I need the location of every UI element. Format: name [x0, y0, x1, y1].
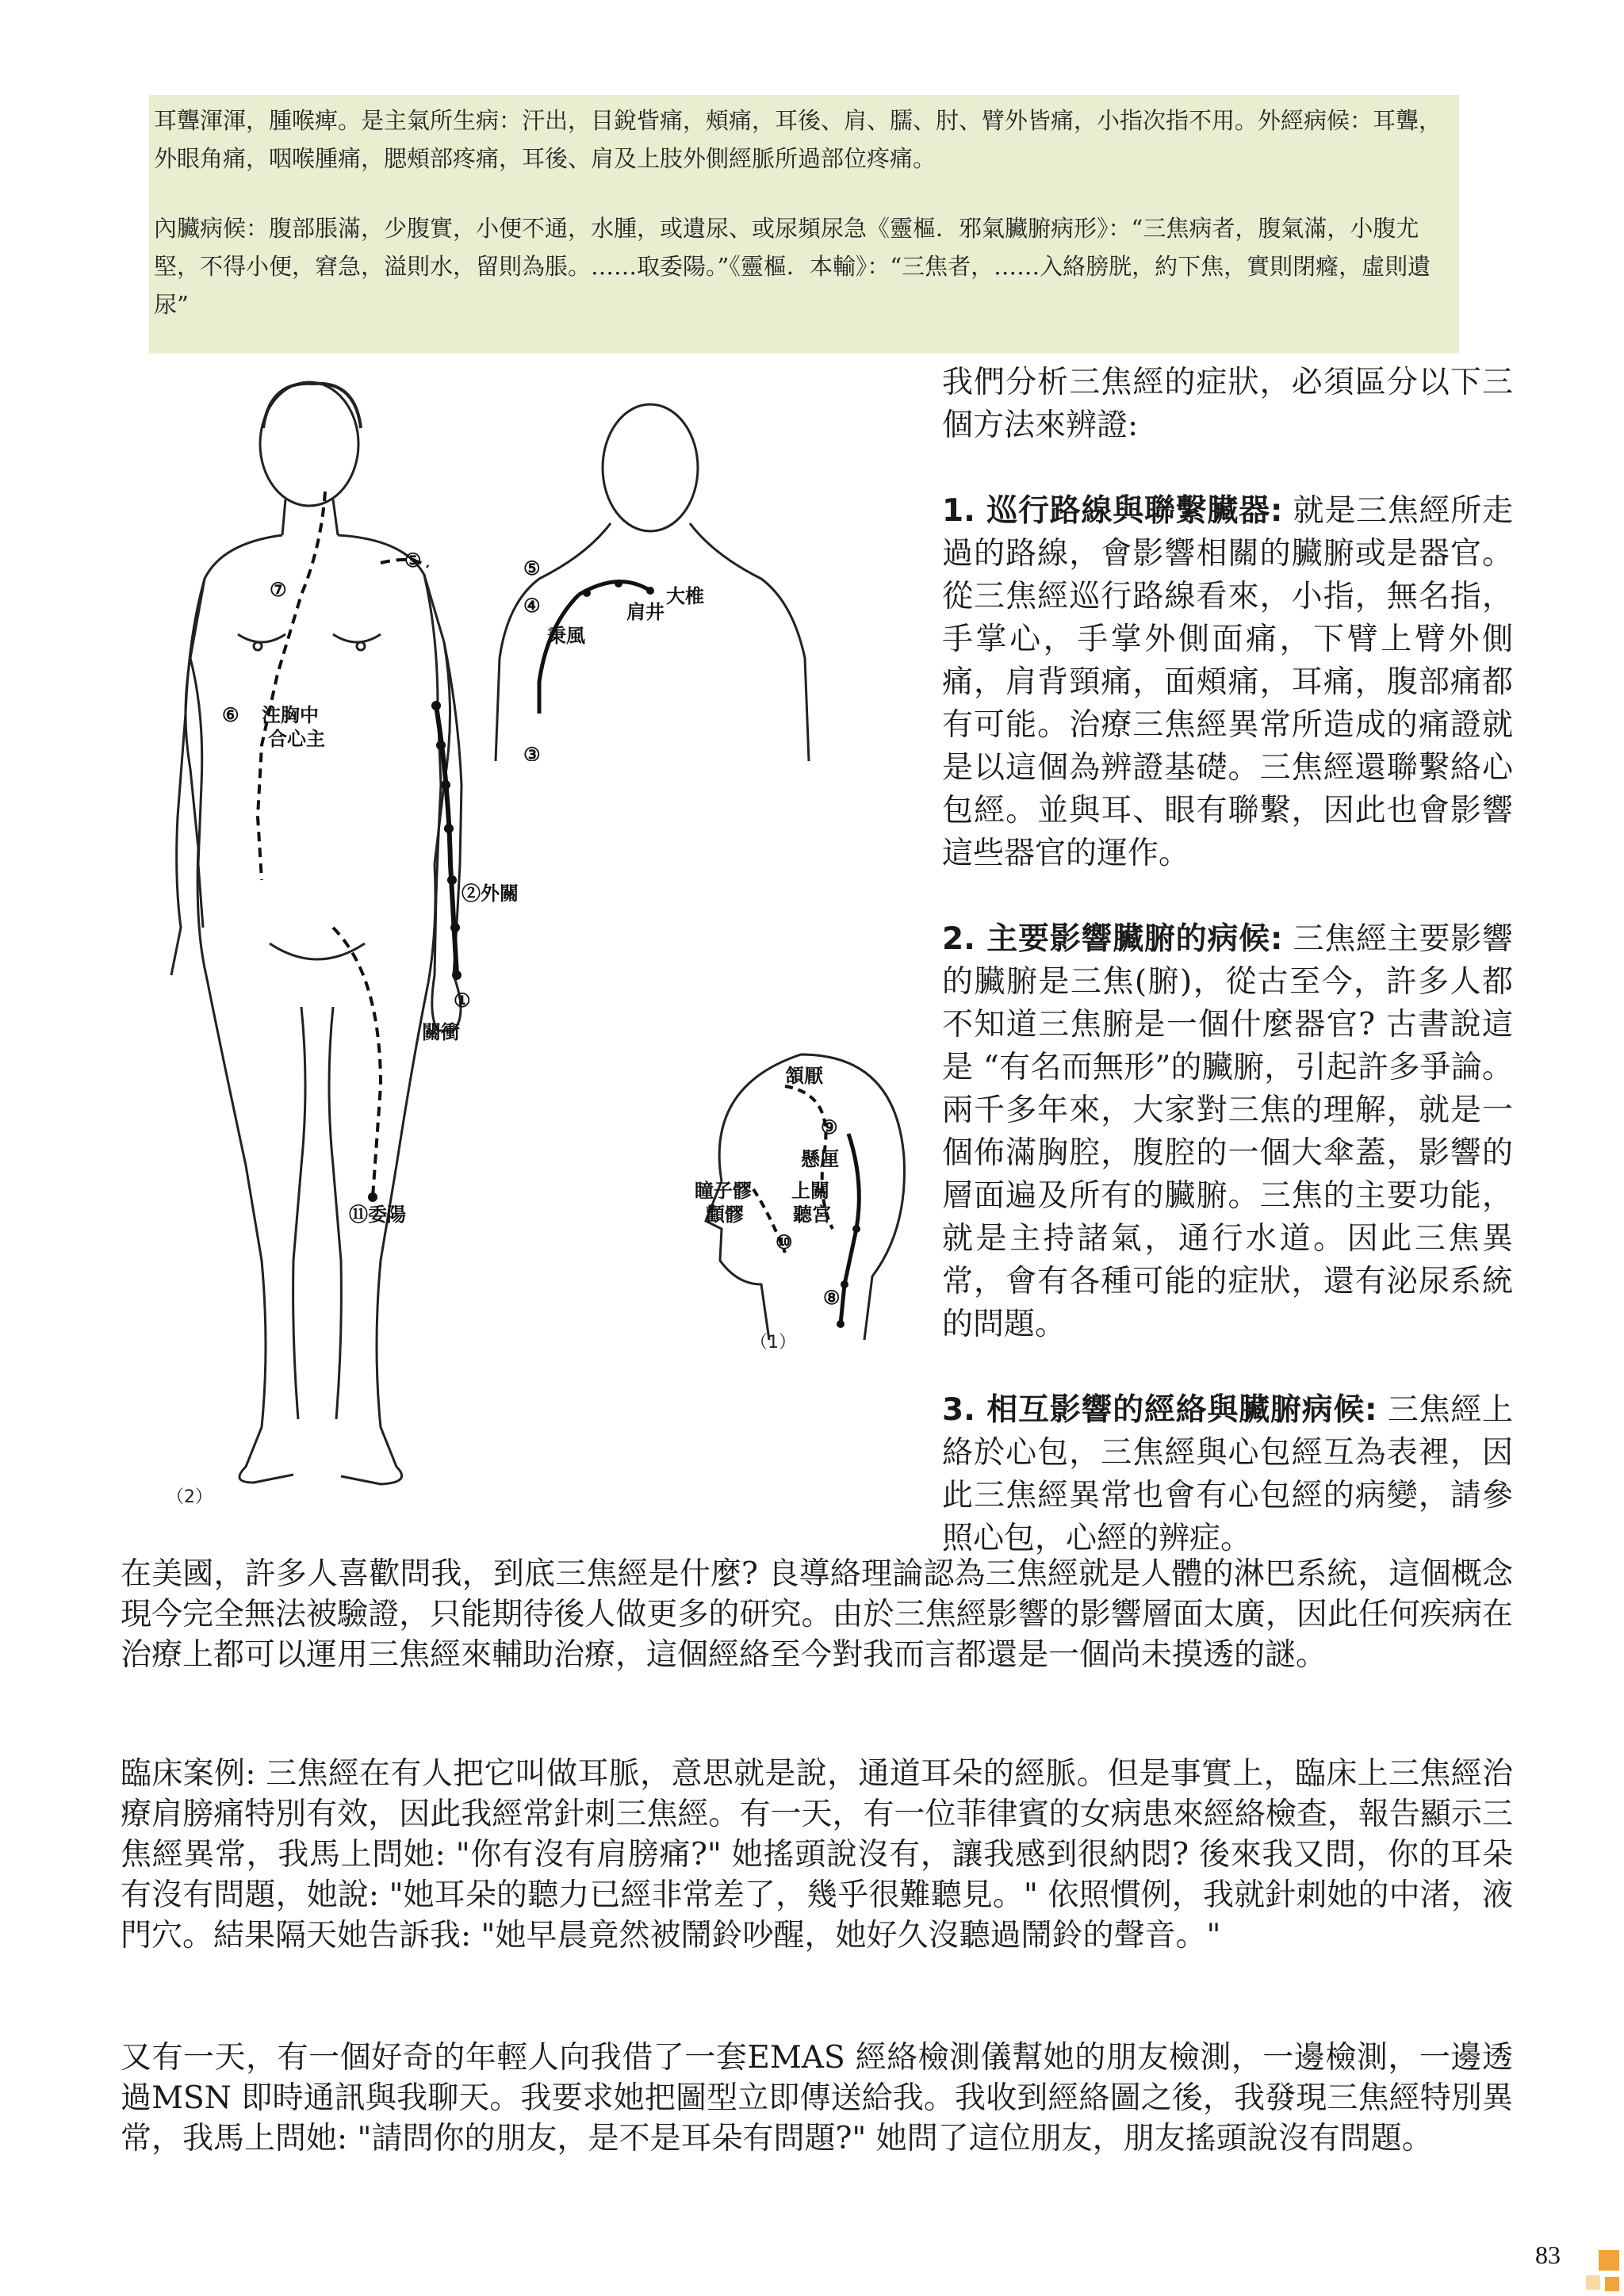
- item-3-heading: 3. 相互影響的經絡與臟腑病候:: [942, 1392, 1377, 1428]
- body-paragraph-3: 又有一天，有一個好奇的年輕人向我借了一套EMAS 經絡檢測儀幫她的朋友檢測，一邊檢測，一邊透過MSN 即時通訊與我聊天。我要求她把圖型立即傳送給我。我收到經絡圖之後，我發現三焦經特別異常，我馬上問她: "請問你的朋友，是不是耳朵有問題?" 她問了這位朋友，朋友搖頭說沒有問題。: [121, 2040, 1513, 2156]
- item-3-text: 三焦經上絡於心包，三焦經與心包經互為表裡，因此三焦經異常也會有心包經的病變，請參照心包，心經的辨症。: [942, 1392, 1513, 1556]
- item-2-text: 三焦經主要影響的臟腑是三焦(腑)，從古至今，許多人都不知道三焦腑是一個什麼器官? 古書說這是 “有名而無形”的臟腑，引起許多爭論。兩千多年來，大家對三焦的理解，就是一個佈滿胸腔，腹腔的一個大傘蓋，影響的層面遍及所有的臟腑。三焦的主要功能，就是主持諸氣，通行水道。因此三焦異常，會有各種可能的症狀，還有泌尿系統的問題。: [942, 921, 1513, 1342]
- body-paragraph-2: 臨床案例: 三焦經在有人把它叫做耳脈，意思就是說，通道耳朵的經脈。但是事實上，臨床上三焦經治療肩膀痛特別有效，因此我經常針刺三焦經。有一天，有一位菲律賓的女病患來經絡檢查，報告顯示三焦經異常，我馬上問她: "你有沒有肩膀痛?" 她搖頭說沒有，讓我感到很納悶? 後來我又問，你的耳朵有沒有問題，她說: "她耳朵的聽力已經非常差了，幾乎很難聽見。" 依照慣例，我就針刺她的中渚，液門穴。結果隔天她告訴我: "她早晨竟然被鬧鈴吵醒，她好久沒聽過鬧鈴的聲音。": [121, 1756, 1513, 1954]
- back-label-jianjing: 肩井: [626, 600, 665, 623]
- item-1-heading: 1. 巡行路線與聯繫臟器:: [942, 493, 1283, 529]
- column-item-3: [942, 1389, 1513, 1560]
- label-weiyang: ⑪委陽: [349, 1203, 406, 1226]
- head-label-n10: ⑩: [776, 1230, 793, 1253]
- head-label-shangguan: 上關: [791, 1179, 829, 1202]
- head-label-quanliao: 顴髎: [706, 1203, 744, 1226]
- item-2-heading: 2. 主要影響臟腑的病候:: [942, 921, 1283, 957]
- column-intro: 我們分析三焦經的症狀，必須區分以下三個方法來辨證:: [942, 365, 1513, 443]
- box-paragraph-1: 耳聾渾渾，腫喉痺。是主氣所生病：汗出，目銳眥痛，頰痛，耳後、肩、臑、肘、臂外皆痛，小指次指不用。外經病候：耳聾，外眼角痛，咽喉腫痛，腮頰部疼痛，耳後、肩及上肢外側經脈所過部位疼痛。: [154, 107, 1442, 172]
- figure-caption-2: （2）: [167, 1487, 213, 1507]
- label-chest-1: 注胸中: [262, 703, 319, 726]
- right-column: [942, 362, 1513, 1603]
- accent-square-small: [1586, 2275, 1600, 2290]
- label-n7: ⑦: [270, 578, 287, 601]
- highlight-box: [149, 95, 1459, 354]
- body-paragraph-1-block: [121, 1554, 1513, 1675]
- head-label-hanyan: 頷厭: [785, 1064, 823, 1087]
- body-paragraph-2-block: [121, 1754, 1513, 1956]
- label-n6: ⑥: [222, 703, 239, 726]
- label-guanchong: 關衝: [422, 1020, 460, 1043]
- head-label-n8: ⑧: [823, 1286, 841, 1309]
- back-label-n3: ③: [523, 743, 541, 761]
- head-meridian-figure: [674, 1023, 928, 1372]
- back-label-n4: ④: [523, 594, 541, 617]
- figure-caption-1: （1）: [750, 1333, 796, 1353]
- label-n1: ①: [454, 989, 471, 1012]
- body-paragraph-3-block: [121, 2038, 1513, 2159]
- column-item-1: [942, 490, 1513, 875]
- head-label-n9: ⑨: [821, 1115, 838, 1138]
- column-item-2: [942, 918, 1513, 1346]
- head-label-tinggong: 聽宮: [793, 1203, 831, 1226]
- page-number: 83: [1535, 2241, 1561, 2269]
- back-meridian-figure: [492, 396, 841, 761]
- box-paragraph-2: 內臟病候：腹部脹滿，少腹實，小便不通，水腫，或遺尿、或尿頻尿急《靈樞．邪氣臟腑病形》：“三焦病者，腹氣滿，小腹尤堅，不得小便，窘急，溢則水，留則為脹。……取委陽。”《靈樞．本輸》：“三焦者，……入絡膀胱，約下焦，實則閉癃，虛則遺尿”: [154, 215, 1431, 318]
- accent-square-large: [1599, 2250, 1619, 2271]
- back-label-dazhui: 大椎: [666, 584, 704, 607]
- item-1-text: 就是三焦經所走過的路線，會影響相關的臟腑或是器官。從三焦經巡行路線看來，小指，無名指，手掌心，手掌外側面痛，下臂上臂外側痛，肩背頸痛，面頰痛，耳痛，腹部痛都有可能。治療三焦經異常所造成的痛證就是以這個為辨證基礎。三焦經還聯繫絡心包經。並與耳、眼有聯繫，因此也會影響這些器官的運作。: [942, 493, 1513, 871]
- head-label-tongziliao: 瞳子髎: [695, 1179, 752, 1202]
- back-label-bingfeng: 秉風: [547, 624, 585, 647]
- accent-square-mid: [1605, 2277, 1619, 2291]
- label-chest-2: 合心主: [268, 727, 325, 750]
- label-waiguan: ②外關: [462, 882, 519, 905]
- head-label-xuanli: 懸厘: [801, 1147, 839, 1170]
- body-paragraph-1: 在美國，許多人喜歡問我，到底三焦經是什麼? 良導絡理論認為三焦經就是人體的淋巴系統，這個概念現今完全無法被驗證，只能期待後人做更多的研究。由於三焦經影響的影響層面太廣，因此任何疾病在治療上都可以運用三焦經來輔助治療，這個經絡至今對我而言都還是一個尚未摸透的謎。: [121, 1556, 1513, 1673]
- label-n5: ⑤: [404, 549, 422, 572]
- back-label-n5: ⑤: [523, 557, 541, 580]
